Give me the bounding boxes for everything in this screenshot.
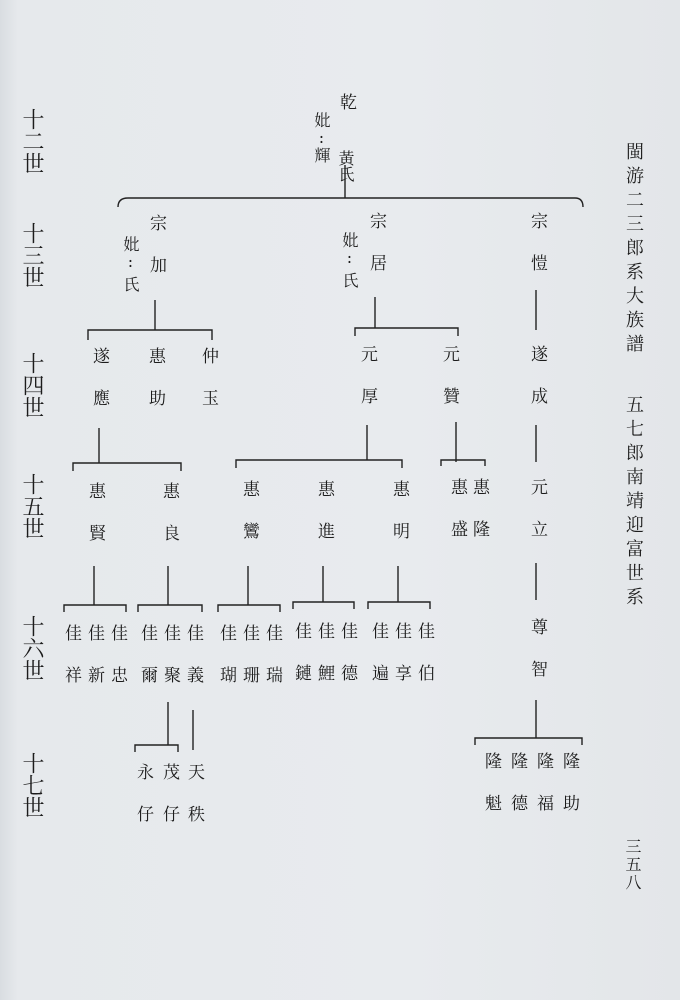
- generation-label-12: 十二世: [19, 108, 44, 174]
- spouse-gen12: 妣:輝: [312, 112, 331, 163]
- spouse-surname-gen13-2: 氏: [340, 272, 359, 288]
- person-gen16-12: 佳德: [337, 622, 357, 706]
- lineage-branch-title: 五七郎南靖迎富世系: [623, 395, 644, 611]
- person-gen16-4: 佳爾: [137, 624, 157, 708]
- person-gen17-3: 天秩: [184, 763, 204, 847]
- person-gen16-13: 佳遍: [368, 622, 388, 706]
- person-gen15-7: 惠隆: [469, 478, 489, 562]
- person-gen15-3: 惠鸞: [239, 480, 259, 564]
- person-gen16-7: 佳瑚: [216, 624, 236, 708]
- generation-label-15: 十五世: [19, 473, 44, 539]
- generation-label-17: 十七世: [19, 752, 44, 818]
- person-gen15-8: 元立: [527, 478, 547, 562]
- person-gen16-3: 佳忠: [107, 624, 127, 708]
- spouse-surname-gen13-1: 氏: [121, 276, 140, 292]
- person-gen13-1: 宗加: [146, 214, 166, 298]
- person-gen17-4: 隆魁: [481, 752, 501, 836]
- person-gen14-3: 仲玉: [198, 347, 218, 431]
- person-gen15-5: 惠明: [389, 480, 409, 564]
- person-gen16-11: 佳鯉: [314, 622, 334, 706]
- person-gen16-8: 佳珊: [239, 624, 259, 708]
- person-gen14-6: 遂成: [527, 345, 547, 429]
- person-gen16-10: 佳鏈: [291, 622, 311, 706]
- person-gen17-2: 茂仔: [159, 763, 179, 847]
- spouse-gen13-1: 妣:: [121, 236, 140, 271]
- generation-label-14: 十四世: [19, 352, 44, 418]
- person-gen15-4: 惠進: [314, 480, 334, 564]
- person-gen13-2: 宗居: [366, 212, 386, 296]
- person-gen14-1: 遂應: [89, 347, 109, 431]
- person-gen14-5: 元贊: [439, 345, 459, 429]
- person-gen16-15: 佳伯: [414, 622, 434, 706]
- generation-label-16: 十六世: [19, 615, 44, 681]
- person-gen14-4: 元厚: [357, 345, 377, 429]
- person-gen13-3: 宗愷: [527, 212, 547, 296]
- person-gen15-1: 惠賢: [85, 482, 105, 566]
- person-gen15-6: 惠盛: [447, 478, 467, 562]
- person-gen16-9: 佳瑞: [262, 624, 282, 708]
- spouse-gen13-2: 妣:: [340, 232, 359, 267]
- person-gen12: 乾: [336, 93, 356, 110]
- person-gen17-6: 隆福: [533, 752, 553, 836]
- person-gen14-2: 惠助: [145, 347, 165, 431]
- page-number: 三五八: [623, 838, 642, 892]
- person-gen16-5: 佳聚: [160, 624, 180, 708]
- spouse-surname-gen12: 黃氏: [336, 150, 355, 182]
- person-gen16-2: 佳新: [84, 624, 104, 708]
- person-gen16-14: 佳享: [391, 622, 411, 706]
- person-gen16-16: 尊智: [527, 618, 547, 702]
- person-gen17-7: 隆助: [559, 752, 579, 836]
- person-gen17-5: 隆德: [507, 752, 527, 836]
- person-gen16-6: 佳義: [183, 624, 203, 708]
- generation-label-13: 十三世: [19, 222, 44, 288]
- person-gen15-2: 惠良: [159, 482, 179, 566]
- person-gen17-1: 永仔: [133, 763, 153, 847]
- genealogy-book-title: 閩游二三郎系大族譜: [623, 142, 644, 358]
- person-gen16-1: 佳祥: [61, 624, 81, 708]
